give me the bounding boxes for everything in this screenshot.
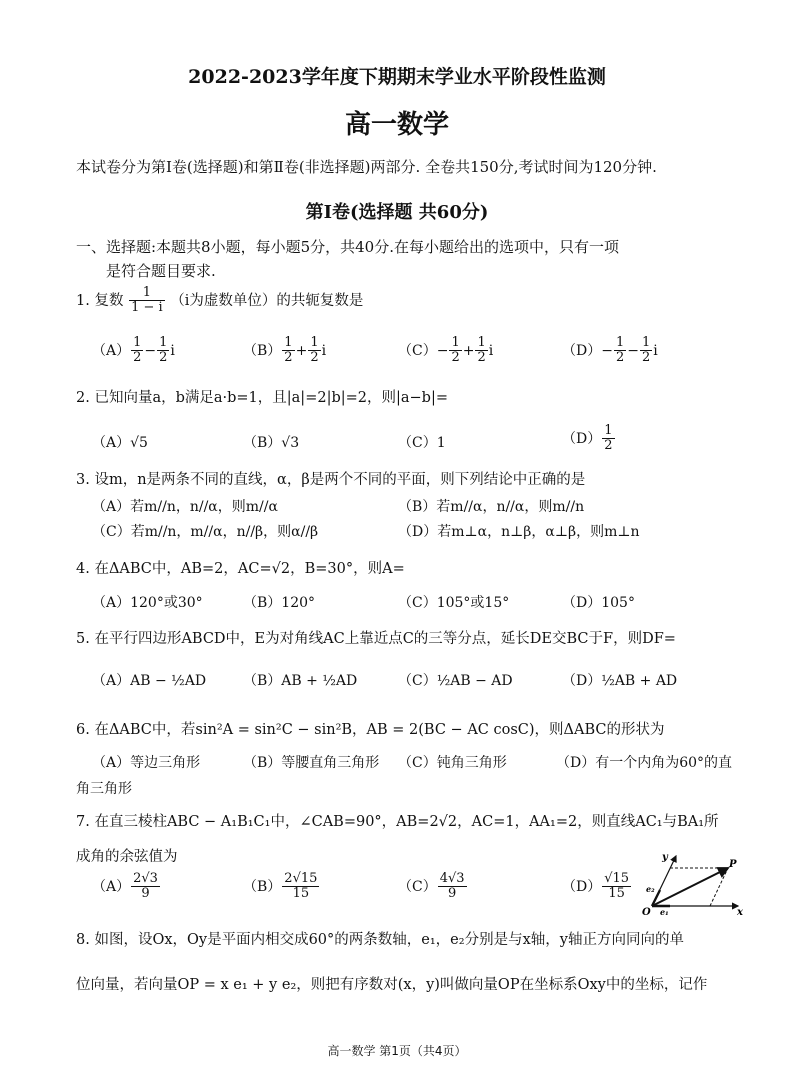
- q1-stem: 1. 复数: [76, 292, 124, 309]
- q7-option-b: （B） $\frac{2√15}{15}$: [243, 871, 318, 902]
- subject-title: 高一数学: [344, 110, 449, 140]
- section-instruction-2: 是符合题目要求.: [106, 262, 216, 280]
- q7-option-c: （C） $\frac{4√3}{9}$: [398, 871, 465, 902]
- page-footer: 高一数学 第1页（共4页）: [327, 1044, 467, 1058]
- intro-text: 本试卷分为第Ⅰ卷(选择题)和第Ⅱ卷(非选择题)两部分. 全卷共150分,考试时间为120分钟.: [76, 158, 657, 176]
- q6-option-d: （D）有一个内角为60°的直: [556, 755, 733, 771]
- question-2: 2. 已知向量a，b满足a·b=1，且|a|=2|b|=2，则|a−b|=: [76, 390, 448, 406]
- question-7: 7. 在直三棱柱ABC − A₁B₁C₁中，∠CAB=90°，AB=2√2，AC=1，AA₁=2，则直线AC₁与BA₁所: [76, 814, 719, 830]
- q4-option-c: （C）105°或15°: [398, 595, 510, 611]
- q6-option-a: （A）等边三角形: [92, 755, 201, 771]
- section-title: 第Ⅰ卷(选择题 共60分): [305, 202, 489, 223]
- question-3: 3. 设m，n是两条不同的直线，α，β是两个不同的平面，则下列结论中正确的是: [76, 472, 586, 488]
- q4-option-b: （B）120°: [243, 595, 316, 611]
- p-label: P: [729, 859, 737, 870]
- q2-option-d: （D） $\frac{1}{2}$: [562, 423, 613, 454]
- q1-option-b: （B） $\frac{1}{2}$ + $\frac{1}{2}$ i: [243, 335, 327, 366]
- question-8: 8. 如图，设Ox，Oy是平面内相交成60°的两条数轴，e₁，e₂分别是与x轴，y轴正方向同向的单: [76, 932, 684, 948]
- q1-option-d: （D）− $\frac{1}{2}$ − $\frac{1}{2}$ i: [562, 335, 658, 366]
- q1-frac-num: 1: [129, 286, 165, 301]
- q1-frac-den: 1 − i: [131, 300, 163, 316]
- question-5: 5. 在平行四边形ABCD中，E为对角线AC上靠近点C的三等分点，延长DE交BC于F，则DF=: [76, 631, 676, 647]
- e1-label: e₁: [660, 907, 669, 916]
- x-label: x: [737, 907, 743, 916]
- vector-op: [652, 868, 728, 906]
- oblique-coordinate-figure: [640, 848, 745, 916]
- q6-option-d-cont: 角三角形: [76, 781, 132, 797]
- q1-option-a: （A） $\frac{1}{2}$ − $\frac{1}{2}$ i: [92, 335, 175, 366]
- question-7-cont: 成角的余弦值为: [76, 849, 178, 865]
- question-6: 6. 在ΔABC中，若sin²A = sin²C − sin²B，AB = 2(BC − AC cosC)，则ΔABC的形状为: [76, 722, 665, 738]
- origin-label: O: [642, 907, 651, 916]
- dashed-line-side: [710, 868, 728, 906]
- q3-option-b: （B）若m//α，n//α，则m//n: [398, 499, 585, 515]
- question-4: 4. 在ΔABC中，AB=2，AC=√2，B=30°，则A=: [76, 561, 405, 577]
- q3-option-d: （D）若m⊥α，n⊥β，α⊥β，则m⊥n: [398, 524, 640, 540]
- q1-option-c: （C）− $\frac{1}{2}$ + $\frac{1}{2}$ i: [398, 335, 494, 366]
- q2-option-c: （C）1: [398, 435, 446, 451]
- q3-option-c: （C）若m//n，m//α，n//β，则α//β: [92, 524, 319, 540]
- e2-label: e₂: [646, 884, 655, 894]
- q7-option-a: （A） $\frac{2√3}{9}$: [92, 871, 158, 902]
- q4-option-a: （A）120°或30°: [92, 595, 203, 611]
- question-1: [76, 286, 363, 316]
- q5-option-b: （B）AB + ½AD: [243, 673, 358, 689]
- section-instruction: 一、选择题:本题共8小题，每小题5分，共40分.在每小题给出的选项中，只有一项: [76, 238, 619, 256]
- q2-option-b: （B）√3: [243, 435, 300, 451]
- question-8-cont: 位向量，若向量OP = x e₁ + y e₂，则把有序数对(x，y)叫做向量OP在坐标系Oxy中的坐标，记作: [76, 977, 708, 993]
- q1-fraction: [129, 286, 165, 316]
- q4-option-d: （D）105°: [562, 595, 635, 611]
- q5-option-c: （C）½AB − AD: [398, 673, 513, 689]
- y-label: y: [662, 852, 668, 863]
- q3-option-a: （A）若m//n，n//α，则m//α: [92, 499, 278, 515]
- q6-option-c: （C）钝角三角形: [398, 755, 507, 771]
- q1-tail: （i为虚数单位）的共轭复数是: [170, 292, 364, 309]
- q6-option-b: （B）等腰直角三角形: [243, 755, 380, 771]
- q7-option-d: （D） $\frac{√15}{15}$: [562, 871, 630, 902]
- q2-option-a: （A）√5: [92, 435, 148, 451]
- q5-option-d: （D）½AB + AD: [562, 673, 678, 689]
- q5-option-a: （A）AB − ½AD: [92, 673, 207, 689]
- exam-title: 2022-2023学年度下期期末学业水平阶段性监测: [188, 66, 606, 88]
